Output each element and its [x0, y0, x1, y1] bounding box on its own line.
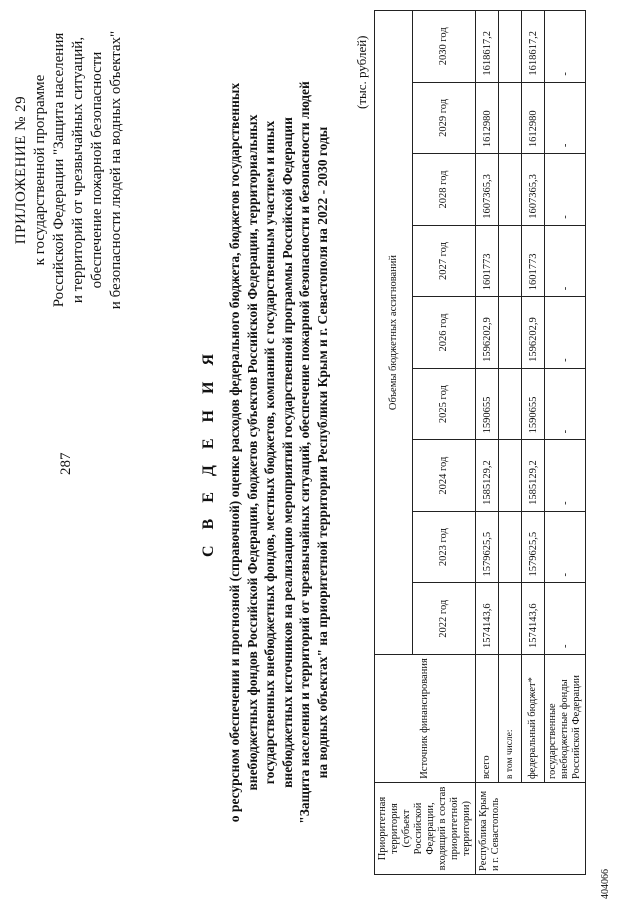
header-territory: Приоритетная территория (субъект Российской Федерации, входящий в состав приоритетной территории) [375, 783, 476, 875]
source-cell: государственные внебюджетные фонды Российской Федерации [545, 655, 586, 783]
header-year: 2022 год [413, 583, 476, 655]
value-cell: 1574143,6 [476, 583, 499, 655]
value-cell: 1601773 [522, 225, 545, 297]
value-cell: 1618617,2 [476, 11, 499, 83]
header-year: 2025 год [413, 368, 476, 440]
value-cell: - [545, 583, 586, 655]
table-header-row [375, 11, 413, 875]
appendix-line: и территорий от чрезвычайных ситуаций, [70, 36, 86, 304]
subtitle-line: о ресурсном обеспечении и прогнозной (справочной) оценке расходов федерального бюджета, бюджетов государственных [227, 82, 242, 823]
value-cell [499, 11, 522, 83]
source-cell: федеральный бюджет* [522, 655, 545, 783]
subtitle-line: "Защита населения и территорий от чрезвычайных ситуаций, обеспечение пожарной безопасности и безопасности людей [297, 81, 312, 824]
table-row [545, 11, 586, 875]
subtitle-line: внебюджетных фондов Российской Федерации, бюджетов субъектов Российской Федерации, территориальных [244, 114, 260, 791]
value-cell [499, 82, 522, 154]
table-row [522, 11, 545, 875]
value-cell [499, 440, 522, 512]
value-cell: 1612980 [476, 82, 499, 154]
value-cell: 1607365,3 [476, 154, 499, 226]
subtitle-line: государственных внебюджетных фондов, местных бюджетов, компаний с государственным участием и иных [262, 120, 277, 785]
value-cell: - [545, 225, 586, 297]
header-source: Источник финансирования [375, 655, 476, 783]
header-year: 2028 год [413, 154, 476, 226]
header-year: 2027 год [413, 225, 476, 297]
value-cell: 1579625,5 [522, 511, 545, 583]
value-cell [499, 511, 522, 583]
document-code: 404066 [600, 869, 611, 899]
value-cell [499, 583, 522, 655]
source-cell: в том числе: [499, 655, 522, 783]
header-year: 2023 год [413, 511, 476, 583]
header-year: 2024 год [413, 440, 476, 512]
value-cell: - [545, 11, 586, 83]
budget-table [374, 10, 586, 875]
appendix-line: Российской Федерации "Защита населения [51, 32, 67, 308]
header-year: 2026 год [413, 297, 476, 369]
territory-cell: Республика Крым и г. Севастополь [476, 783, 586, 875]
header-volumes: Объемы бюджетных ассигнований [375, 11, 413, 655]
value-cell: - [545, 82, 586, 154]
table-row [499, 11, 522, 875]
value-cell: 1596202,9 [522, 297, 545, 369]
value-cell: 1612980 [522, 82, 545, 154]
appendix-number: ПРИЛОЖЕНИЕ № 29 [13, 95, 29, 245]
appendix-line: к государственной программе [32, 74, 48, 266]
value-cell [499, 225, 522, 297]
header-year: 2029 год [413, 82, 476, 154]
value-cell: 1585129,2 [522, 440, 545, 512]
document-subtitle [226, 60, 331, 845]
value-cell: - [545, 440, 586, 512]
value-cell: 1596202,9 [476, 297, 499, 369]
document-title: С В Е Д Е Н И Я [200, 347, 217, 558]
value-cell: 1601773 [476, 225, 499, 297]
value-cell: 1607365,3 [522, 154, 545, 226]
value-cell: 1585129,2 [476, 440, 499, 512]
appendix-block [12, 15, 126, 325]
value-cell [499, 297, 522, 369]
appendix-line: и безопасности людей на водных объектах" [108, 30, 124, 310]
value-cell: 1590655 [522, 368, 545, 440]
value-cell: - [545, 511, 586, 583]
value-cell [499, 154, 522, 226]
value-cell [499, 368, 522, 440]
source-cell: всего [476, 655, 499, 783]
units-label: (тыс. рублей) [354, 35, 369, 109]
value-cell: - [545, 368, 586, 440]
subtitle-line: внебюджетных источников на реализацию мероприятий государственной программы Российской Федерации [279, 117, 295, 788]
value-cell: 1590655 [476, 368, 499, 440]
value-cell: - [545, 154, 586, 226]
value-cell: 1579625,5 [476, 511, 499, 583]
page-number: 287 [58, 452, 74, 475]
header-year: 2030 год [413, 11, 476, 83]
appendix-line: обеспечение пожарной безопасности [89, 51, 105, 289]
value-cell: 1574143,6 [522, 583, 545, 655]
value-cell: 1618617,2 [522, 11, 545, 83]
value-cell: - [545, 297, 586, 369]
subtitle-line: на водных объектах" на приоритетной территории Республики Крым и г. Севастополя на 2022 - 2030 годы [314, 126, 330, 779]
table-row [476, 11, 499, 875]
